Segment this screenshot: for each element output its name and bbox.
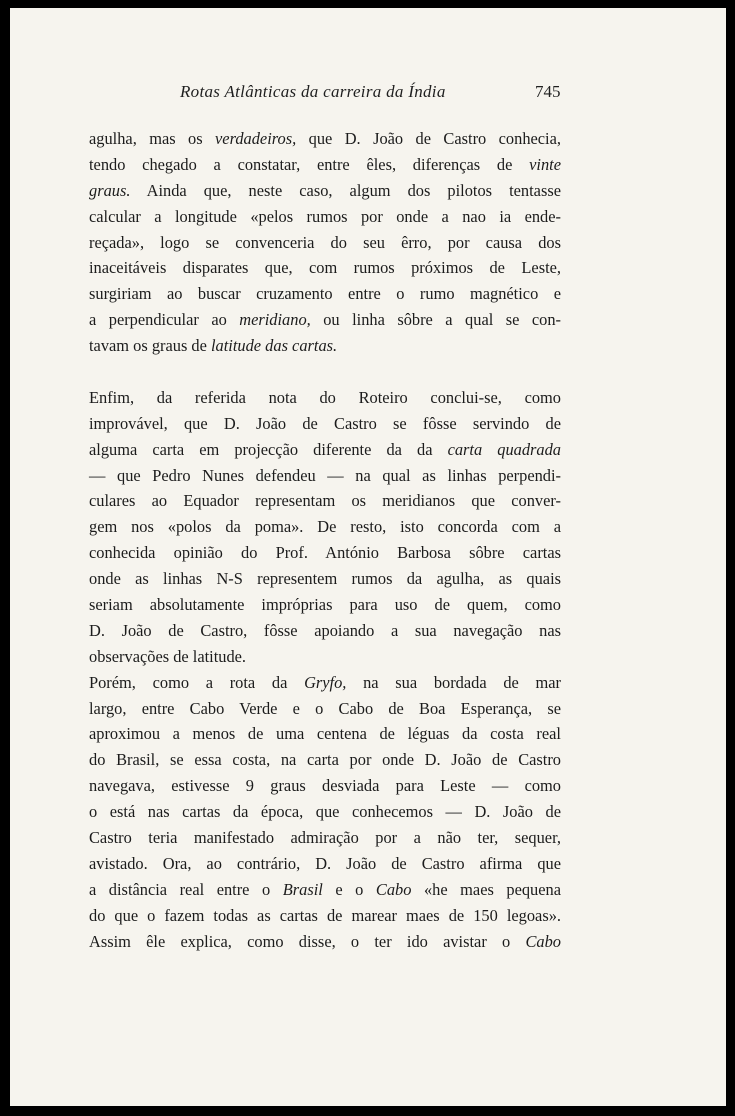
italic-text: Cabo xyxy=(375,879,412,899)
text-segment: seriam absolutamente impróprias para uso de quem, como xyxy=(89,595,561,615)
text-line xyxy=(89,929,561,955)
text-line xyxy=(89,540,561,566)
italic-text: Cabo xyxy=(525,931,561,951)
paragraph-gap xyxy=(89,359,561,385)
italic-text: vinte xyxy=(529,154,561,174)
text-segment: Ainda que, neste caso, algum dos pilotos tentasse xyxy=(130,180,561,200)
running-title: Rotas Atlânticas da carreira da Índia xyxy=(180,82,446,101)
text-line xyxy=(89,307,561,333)
text-line xyxy=(89,411,561,437)
italic-text: Gryfo, xyxy=(304,672,347,692)
text-segment: que D. João de Castro conhecia, xyxy=(296,129,561,148)
text-line xyxy=(89,877,561,903)
text-line xyxy=(89,152,561,178)
text-line xyxy=(89,773,561,799)
text-segment: aproximou a menos de uma centena de léguas da costa real xyxy=(89,724,561,744)
text-line xyxy=(89,514,561,540)
body-text xyxy=(89,126,561,955)
paragraph xyxy=(89,670,561,955)
text-segment: surgiriam ao buscar cruzamento entre o rumo magnético e xyxy=(89,284,561,304)
page-header xyxy=(10,82,726,112)
text-segment: navegava, estivesse 9 graus desviada para Leste — como xyxy=(89,776,561,796)
text-segment: calcular a longitude «pelos rumos por onde a nao ia ende- xyxy=(89,206,561,226)
text-segment: do que o fazem todas as cartas de marear maes de 150 legoas». xyxy=(89,905,561,925)
text-line xyxy=(89,178,561,204)
text-line xyxy=(89,566,561,592)
text-segment: largo, entre Cabo Verde e o Cabo de Boa Esperança, se xyxy=(89,698,561,718)
text-segment: inaceitáveis disparates que, com rumos próximos de Leste, xyxy=(89,258,561,278)
text-line xyxy=(89,255,561,281)
text-line xyxy=(89,618,561,644)
text-segment: — que Pedro Nunes defendeu — na qual as linhas perpendi- xyxy=(89,465,561,485)
text-line xyxy=(89,437,561,463)
text-segment: onde as linhas N-S representem rumos da agulha, as quais xyxy=(89,569,561,589)
text-line xyxy=(89,126,561,152)
text-segment: Enfim, da referida nota do Roteiro conclui-se, como xyxy=(89,387,561,407)
text-segment: avistado. Ora, ao contrário, D. João de Castro afirma que xyxy=(89,853,561,873)
paragraph xyxy=(89,126,561,359)
text-segment: gem nos «polos da poma». De resto, isto concorda com a xyxy=(89,517,561,537)
page-number: 745 xyxy=(535,82,561,101)
paragraph xyxy=(89,385,561,670)
italic-text: graus. xyxy=(89,180,131,200)
text-line xyxy=(89,799,561,825)
text-segment: observações de latitude. xyxy=(89,646,247,666)
text-segment: Castro teria manifestado admiração por a não ter, sequer, xyxy=(89,828,561,848)
text-line xyxy=(89,903,561,929)
italic-text: Brasil xyxy=(282,879,323,899)
text-segment: o está nas cartas da época, que conhecemos — D. João de xyxy=(89,802,561,822)
italic-text: verdadeiros, xyxy=(215,129,297,148)
text-segment: ou linha sôbre a qual se con- xyxy=(310,310,561,330)
text-segment: Assim êle explica, como disse, o ter ido avistar o xyxy=(89,931,526,951)
text-segment: tendo chegado a constatar, entre êles, diferenças de xyxy=(89,154,530,174)
text-segment: a perpendicular ao xyxy=(89,310,240,330)
text-segment: agulha, mas os xyxy=(89,129,216,148)
text-segment: e o xyxy=(322,879,376,899)
text-line xyxy=(89,488,561,514)
italic-text: meridiano, xyxy=(239,310,311,330)
italic-text: carta quadrada xyxy=(447,439,561,459)
text-segment: do Brasil, se essa costa, na carta por onde D. João de Castro xyxy=(89,750,561,770)
text-segment: improvável, que D. João de Castro se fôsse servindo de xyxy=(89,413,561,433)
text-line xyxy=(89,333,561,359)
text-line xyxy=(89,644,561,670)
text-segment: na sua bordada de mar xyxy=(346,672,561,692)
text-line xyxy=(89,747,561,773)
text-line xyxy=(89,592,561,618)
text-line xyxy=(89,204,561,230)
text-segment: culares ao Equador representam os meridianos que conver- xyxy=(89,491,561,511)
text-segment: conhecida opinião do Prof. António Barbosa sôbre cartas xyxy=(89,543,561,563)
text-segment: Porém, como a rota da xyxy=(89,672,305,692)
text-line xyxy=(89,385,561,411)
text-segment: D. João de Castro, fôsse apoiando a sua navegação nas xyxy=(89,620,561,640)
page xyxy=(10,8,726,1106)
text-line xyxy=(89,230,561,256)
text-line xyxy=(89,825,561,851)
text-line xyxy=(89,463,561,489)
text-line xyxy=(89,696,561,722)
text-line xyxy=(89,721,561,747)
italic-text: latitude das cartas. xyxy=(211,336,338,356)
text-segment: alguma carta em projecção diferente da da xyxy=(89,439,448,459)
text-segment: a distância real entre o xyxy=(89,879,283,899)
text-segment: tavam os graus de xyxy=(89,336,211,356)
text-segment: reçada», logo se convenceria do seu êrro, por causa dos xyxy=(89,232,561,252)
text-line xyxy=(89,281,561,307)
text-line xyxy=(89,670,561,696)
text-line xyxy=(89,851,561,877)
text-segment: «he maes pequena xyxy=(411,879,561,899)
